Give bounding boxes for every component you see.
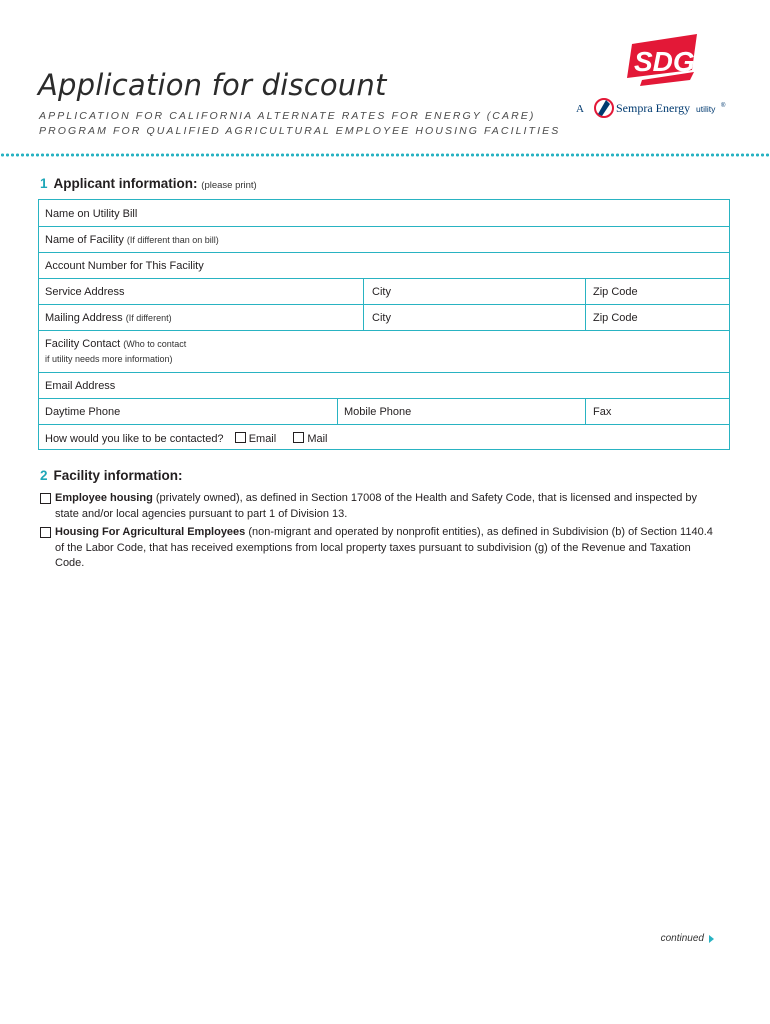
logo-tagline-suffix: utility [696,104,716,114]
row-divider [39,252,729,253]
employee-housing-checkbox[interactable] [40,493,51,504]
employee-housing-text [55,491,720,522]
logo-tagline-name: Sempra Energy [616,101,691,115]
field-mailing-address[interactable] [45,312,172,324]
row-divider [39,330,729,331]
email-checkbox[interactable] [235,432,246,443]
row-divider [39,278,729,279]
agricultural-housing-title: Housing For Agricultural Employees [55,526,246,538]
field-facility-contact[interactable] [45,338,186,350]
agricultural-housing-text [55,525,720,572]
field-facility-name[interactable] [45,234,219,246]
sempra-energy-icon [595,99,613,117]
field-service-zip[interactable]: Zip Code [593,286,638,298]
row-divider [39,372,729,373]
field-email-address[interactable]: Email Address [45,380,116,392]
agricultural-housing-checkbox[interactable] [40,527,51,538]
col-divider [363,278,364,330]
row-divider [39,398,729,399]
col-divider [585,278,586,330]
field-service-address[interactable]: Service Address [45,286,125,298]
facility-contact-note-line2 [45,353,173,365]
field-name-on-bill[interactable]: Name on Utility Bill [45,208,138,220]
section1-note: (please print) [201,180,257,191]
field-daytime-phone[interactable]: Daytime Phone [45,406,121,418]
field-service-city[interactable]: City [372,286,391,298]
facility-name-note: (If different than on bill) [126,235,219,245]
dotted-divider [0,152,770,158]
mail-option-label: Mail [307,433,328,445]
facility-option-agricultural-housing [40,525,720,572]
facility-contact-label: Facility Contact [45,338,121,350]
mailing-address-label: Mailing Address [45,312,123,324]
col-divider [337,398,338,424]
employee-housing-title: Employee housing [55,492,153,504]
section1-title: Applicant information: [53,176,198,191]
section2-number: 2 [40,468,48,483]
field-mailing-zip[interactable]: Zip Code [593,312,638,324]
logo-tagline-prefix: A [576,103,584,115]
facility-contact-note1: (Who to contact [123,339,187,349]
facility-name-label: Name of Facility [45,234,124,246]
page-title: Application for discount [38,68,387,102]
row-divider [39,226,729,227]
sdge-logo [572,30,732,126]
contact-question: How would you like to be contacted? [45,433,224,445]
row-divider [39,304,729,305]
facility-option-employee-housing [40,491,720,522]
row-divider [39,424,729,425]
mailing-address-note: (If different) [125,313,172,323]
sdge-logo-mark [627,34,715,86]
employee-housing-desc: (privately owned), as defined in Section 17008 of the Health and Safety Code, that is licensed and inspected by state and/or local agencies pursuant to part 1 of Division 13. [55,492,698,520]
section1-heading [40,176,257,191]
agricultural-housing-desc: (non-migrant and operated by nonprofit entities), as defined in Subdivision (b) of Section 1140.4 of the Labor Code, that has received exemptions from local property taxes pursuant to subdivision (g) of the Revenue and Taxation Code. [55,526,713,569]
facility-contact-note2: if utility needs more information) [45,354,173,364]
continued-arrow-icon [709,935,714,943]
section2-heading [40,468,183,483]
subtitle-line-1: APPLICATION FOR CALIFORNIA ALTERNATE RATES FOR ENERGY (CARE) [39,110,536,122]
subtitle-line-2: PROGRAM FOR QUALIFIED AGRICULTURAL EMPLOYEE HOUSING FACILITIES [39,125,561,137]
col-divider [585,398,586,424]
section1-number: 1 [40,176,48,191]
section2-title: Facility information: [53,468,183,483]
contact-preference-row [45,432,328,445]
field-mobile-phone[interactable]: Mobile Phone [344,406,412,418]
field-account-number[interactable]: Account Number for This Facility [45,260,204,272]
field-mailing-city[interactable]: City [372,312,391,324]
email-option-label: Email [248,433,277,445]
mail-checkbox[interactable] [293,432,304,443]
applicant-form [38,199,730,450]
logo-brand-text: SDGE [634,46,714,77]
continued-label: continued [660,933,704,944]
field-fax[interactable]: Fax [593,406,612,418]
logo-trademark: ® [721,103,726,109]
